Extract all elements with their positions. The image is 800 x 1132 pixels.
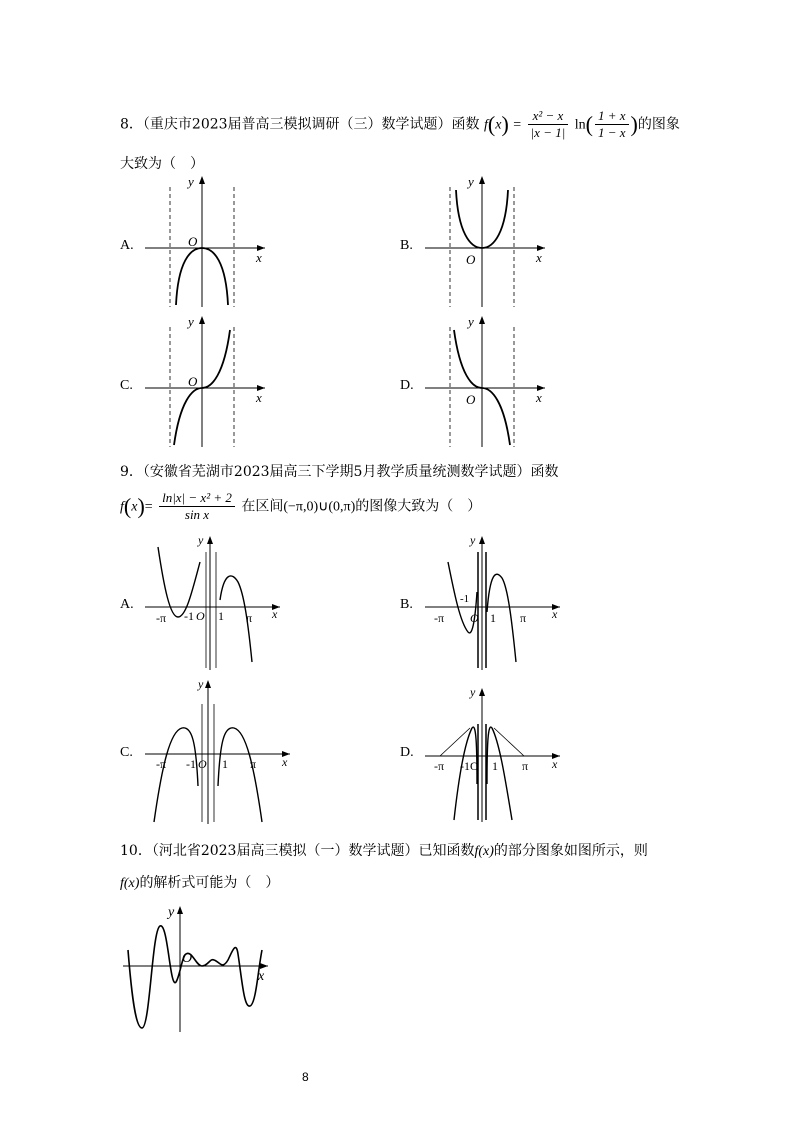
q10-y-label: y	[168, 905, 175, 920]
q10-x-label: x	[258, 969, 265, 984]
q9-number: 9．	[120, 464, 143, 480]
q8-x: x	[495, 117, 502, 133]
q9-line1	[120, 461, 558, 481]
page-number: 8	[302, 1070, 309, 1084]
q8a-origin: O	[188, 234, 198, 249]
q8-den: |x − 1|	[530, 125, 566, 140]
q9-graph-b	[420, 532, 565, 672]
q9-den: sin x	[184, 507, 210, 522]
q8-graph-c	[140, 312, 270, 452]
q9c-one: 1	[222, 757, 228, 771]
q10-number: 10．	[120, 843, 152, 859]
q9c-y-label: y	[198, 677, 204, 691]
q9a-neg-one: -1	[184, 609, 194, 623]
q10-origin: O	[182, 951, 193, 966]
q9b-neg-one: -1	[460, 593, 470, 605]
q9-graph-c	[140, 676, 300, 826]
q9d-x-label: x	[552, 757, 558, 771]
q9-source: （安徽省芜湖市2023届高三下学期5月教学质量统测数学试题）函数	[142, 464, 559, 480]
q8-number: 8．	[120, 116, 143, 133]
q9-option-c-label: C.	[120, 745, 133, 760]
q8b-x-label: x	[536, 250, 542, 265]
q8-tail: 的图象	[637, 116, 680, 133]
q9c-pi: π	[250, 757, 257, 771]
q9b-x-label: x	[552, 607, 558, 621]
q8-fraction	[528, 108, 569, 141]
q10-graph	[118, 900, 278, 1035]
q10-tail2: 的解析式可能为（ ）	[139, 875, 280, 891]
q9-num: ln|x| − x² + 2	[159, 490, 235, 507]
q8-option-d-label: D.	[400, 378, 414, 393]
q9b-one: 1	[490, 611, 496, 625]
q9a-y-label: y	[198, 533, 204, 547]
q8-option-b-label: B.	[400, 238, 413, 253]
q9c-neg-pi: -π	[156, 757, 167, 771]
q9d-one: 1	[492, 759, 498, 773]
q8c-origin: O	[188, 374, 198, 389]
q8-line2: 大致为（ ）	[120, 156, 204, 172]
q8-num: x² − x	[528, 108, 569, 125]
q8-option-c-label: C.	[120, 378, 133, 393]
q10-source: （河北省2023届高三模拟（一）数学试题）已知函数	[151, 843, 475, 859]
q8-lnden: 1 − x	[597, 125, 626, 140]
q9a-origin: O	[196, 609, 205, 623]
q8b-origin: O	[466, 252, 476, 267]
q10-fx-2: f(x)	[120, 876, 140, 891]
q9c-x-label: x	[282, 755, 288, 769]
q9a-neg-pi: -π	[156, 611, 167, 625]
q10-line2	[120, 872, 279, 892]
q9-option-d-label: D.	[400, 745, 414, 760]
q10-tail1: 的部分图象如图所示，则	[493, 843, 648, 859]
q8a-y-label: y	[188, 174, 194, 189]
q9a-x-label: x	[272, 607, 278, 621]
q9-interval-prefix: 在区间	[241, 498, 284, 515]
q8-func: f	[484, 117, 488, 133]
q9c-origin: O	[198, 757, 207, 771]
q9a-one: 1	[218, 609, 224, 623]
q8-source: （重庆市2023届普高三模拟调研（三）数学试题）函数	[142, 116, 480, 133]
q8-option-a-label: A.	[120, 238, 134, 253]
q8-eq: =	[513, 117, 522, 133]
q8d-origin: O	[466, 392, 476, 407]
q8-graph-a	[140, 172, 270, 312]
q10-fx: f(x)	[474, 844, 494, 859]
q9-line2: f(x)= $\frac{\text{ln|x| − x² + 2}}{\text{sin x}}$ 在区间(−π,0)∪(0,π)的图像大致为（ ）	[120, 490, 482, 522]
q9d-y-label: y	[470, 685, 476, 699]
q9b-y-label: y	[470, 533, 476, 547]
q8-lnnum: 1 + x	[595, 108, 629, 125]
q8-ln: ln	[574, 117, 586, 133]
q10-line1	[120, 840, 648, 860]
q9-graph-a	[140, 532, 285, 672]
q8b-y-label: y	[468, 174, 474, 189]
q8c-x-label: x	[256, 390, 262, 405]
q9b-pi: π	[520, 611, 527, 625]
q8d-x-label: x	[536, 390, 542, 405]
q8-ln-fraction	[595, 108, 629, 141]
q9b-origin: O	[470, 611, 479, 625]
q9d-neg-pi: -π	[434, 759, 445, 773]
q8-line1: 8．（重庆市2023届普高三模拟调研（三）数学试题）函数 f(x) = $\frac{\text{x² − x}}{|x - 1|}$ ln( $\frac{1 + x}{1 - x}$ )的图象	[120, 108, 680, 140]
q8a-x-label: x	[256, 250, 262, 265]
q9d-neg-one-origin: -1O	[460, 759, 479, 773]
q9d-pi: π	[522, 759, 529, 773]
q8d-y-label: y	[468, 314, 474, 329]
q9-option-a-label: A.	[120, 597, 134, 612]
q9-fraction	[159, 490, 235, 523]
q9-option-b-label: B.	[400, 597, 413, 612]
q9-graph-d	[420, 684, 565, 824]
q9b-neg-pi: -π	[434, 611, 445, 625]
q9a-pi: π	[246, 611, 253, 625]
q8-graph-d	[420, 312, 550, 452]
q8-graph-b	[420, 172, 550, 312]
q8c-y-label: y	[188, 314, 194, 329]
q9-tail: 的图像大致为（ ）	[355, 498, 482, 515]
q9-interval: (−π,0)∪(0,π)	[283, 499, 356, 515]
q9c-neg-one: -1	[186, 757, 196, 771]
